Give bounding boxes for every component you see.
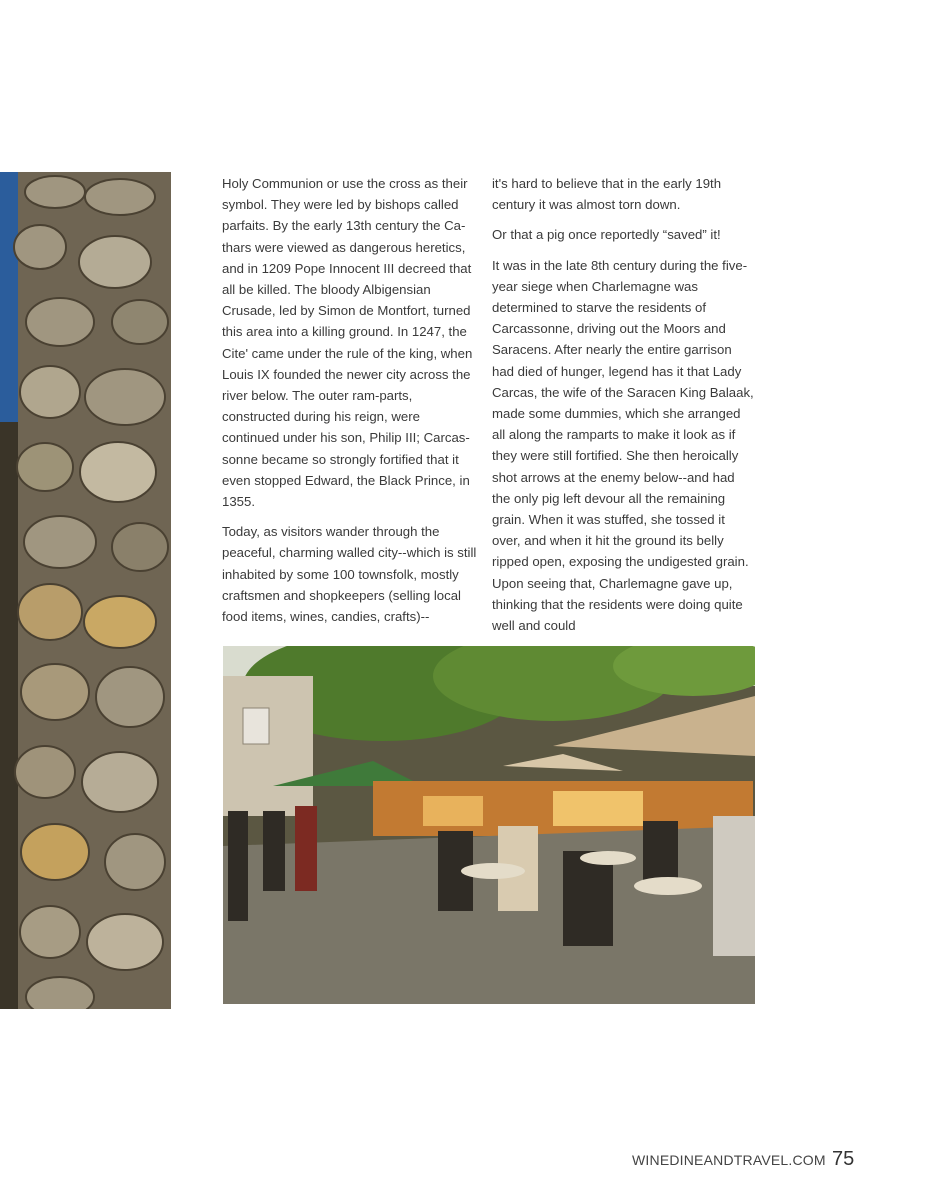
stone-wall-photo: [0, 172, 171, 1009]
page-number: 75: [832, 1148, 855, 1170]
paragraph: Or that a pig once reportedly “saved” it!: [492, 227, 721, 243]
paragraph: Today, as visitors wander through the peaceful, charming walled city--which is still inhabited by some 100 townsfolk, mostly craftsmen and shopkeepers (selling local food items, wines, candies, crafts)--: [222, 524, 477, 625]
paragraph: it's hard to believe that in the early 19th century it was almost torn down.: [492, 176, 722, 213]
footer-website: WINEDINEANDTRAVEL.COM: [632, 1152, 826, 1168]
paragraph: It was in the late 8th century during the five-year siege when Charlemagne was determined to starve the residents of Carcassonne, driving out the Moors and Saracens. After nearly the entire garrison had died of hunger, legend has it that Lady Carcas, the wife of the Saracen King Balaak, made some dummies, which she arranged all along the ramparts to make it look as if they were still fortified. She then heroically shot arrows at the enemy below--and had the only pig left devour all the remaining grain. When it was stuffed, she tossed it over, and when it hit the ground its belly ripped open, exposing the undigested grain. Upon seeing that, Charlemagne gave up, thinking that the residents were doing quite well and could: [492, 257, 754, 634]
article-column-right: [492, 173, 754, 645]
outdoor-cafe-photo: [223, 646, 755, 1004]
article-column-left: [222, 173, 478, 636]
paragraph: Holy Communion or use the cross as their symbol. They were led by bishops called parfaits. By the early 13th century the Ca-thars were viewed as dangerous heretics, and in 1209 Pope Innocent III decreed that all be killed. The bloody Albigensian Crusade, led by Simon de Montfort, turned this area into a killing ground. In 1247, the Cite' came under the rule of the king, when Louis IX founded the newer city across the river below. The outer ram-parts, constructed during his reign, were continued under his son, Philip III; Carcas-sonne became so strongly fortified that it even stopped Edward, the Black Prince, in 1355.: [222, 176, 473, 510]
